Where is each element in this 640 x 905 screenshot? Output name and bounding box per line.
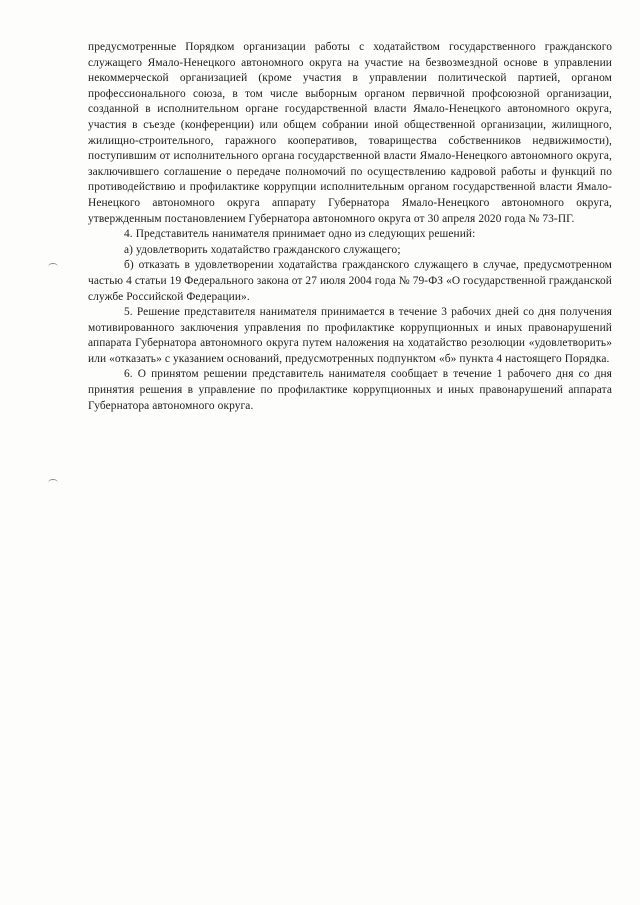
paragraph-continuation: предусмотренные Порядком организации работы с ходатайством государственного гражданского служащего Ямало-Ненецкого автономного округа на участие на безвозмездной основе в управлении некоммерческой организацией (кроме участия в управлении политической партией, органом профессионального союза, в том числе выборным органом первичной профсоюзной организации, созданной в исполнительном органе государственной власти Ямало-Ненецкого автономного округа, участия в съезде (конференции) или общем собрании иной общественной организации, жилищного, жилищно-строительного, гаражного кооперативов, товарищества собственников недвижимости), поступившим от исполнительного органа государственной власти Ямало-Ненецкого автономного округа, заключившего соглашение о передаче полномочий по осуществлению кадровой работы и функций по противодействию и профилактике коррупции исполнительным органом государственной власти Ямало-Ненецкого автономного округа аппарату Губернатора Ямало-Ненецкого автономного округа, утвержденным постановлением Губернатора автономного округа от 30 апреля 2020 года № 73-ПГ. xyxy=(88,41,612,225)
paragraph-item-4: 4. Представитель нанимателя принимает одно из следующих решений: xyxy=(124,228,476,241)
document-body xyxy=(88,40,612,414)
scan-mark xyxy=(48,263,58,270)
scan-mark xyxy=(48,479,58,486)
paragraph-item-6: 6. О принятом решении представитель нанимателя сообщает в течение 1 рабочего дня со дня принятия решения в управление по профилактике коррупционных и иных правонарушений аппарата Губернатора автономного округа. xyxy=(88,368,612,412)
paragraph-item-4a: а) удовлетворить ходатайство гражданского служащего; xyxy=(124,243,401,256)
paragraph-item-4b: б) отказать в удовлетворении ходатайства гражданского служащего в случае, предусмотренном частью 4 статьи 19 Федерального закона от 27 июля 2004 года № 79-ФЗ «О государственной гражданской службе Российской Федерации». xyxy=(88,259,612,303)
paragraph-item-5: 5. Решение представителя нанимателя принимается в течение 3 рабочих дней со дня получения мотивированного заключения управления по профилактике коррупционных и иных правонарушений аппарата Губернатора автономного округа путем наложения на ходатайство резолюции «удовлетворить» или «отказать» с указанием оснований, предусмотренных подпунктом «б» пункта 4 настоящего Порядка. xyxy=(88,306,612,365)
